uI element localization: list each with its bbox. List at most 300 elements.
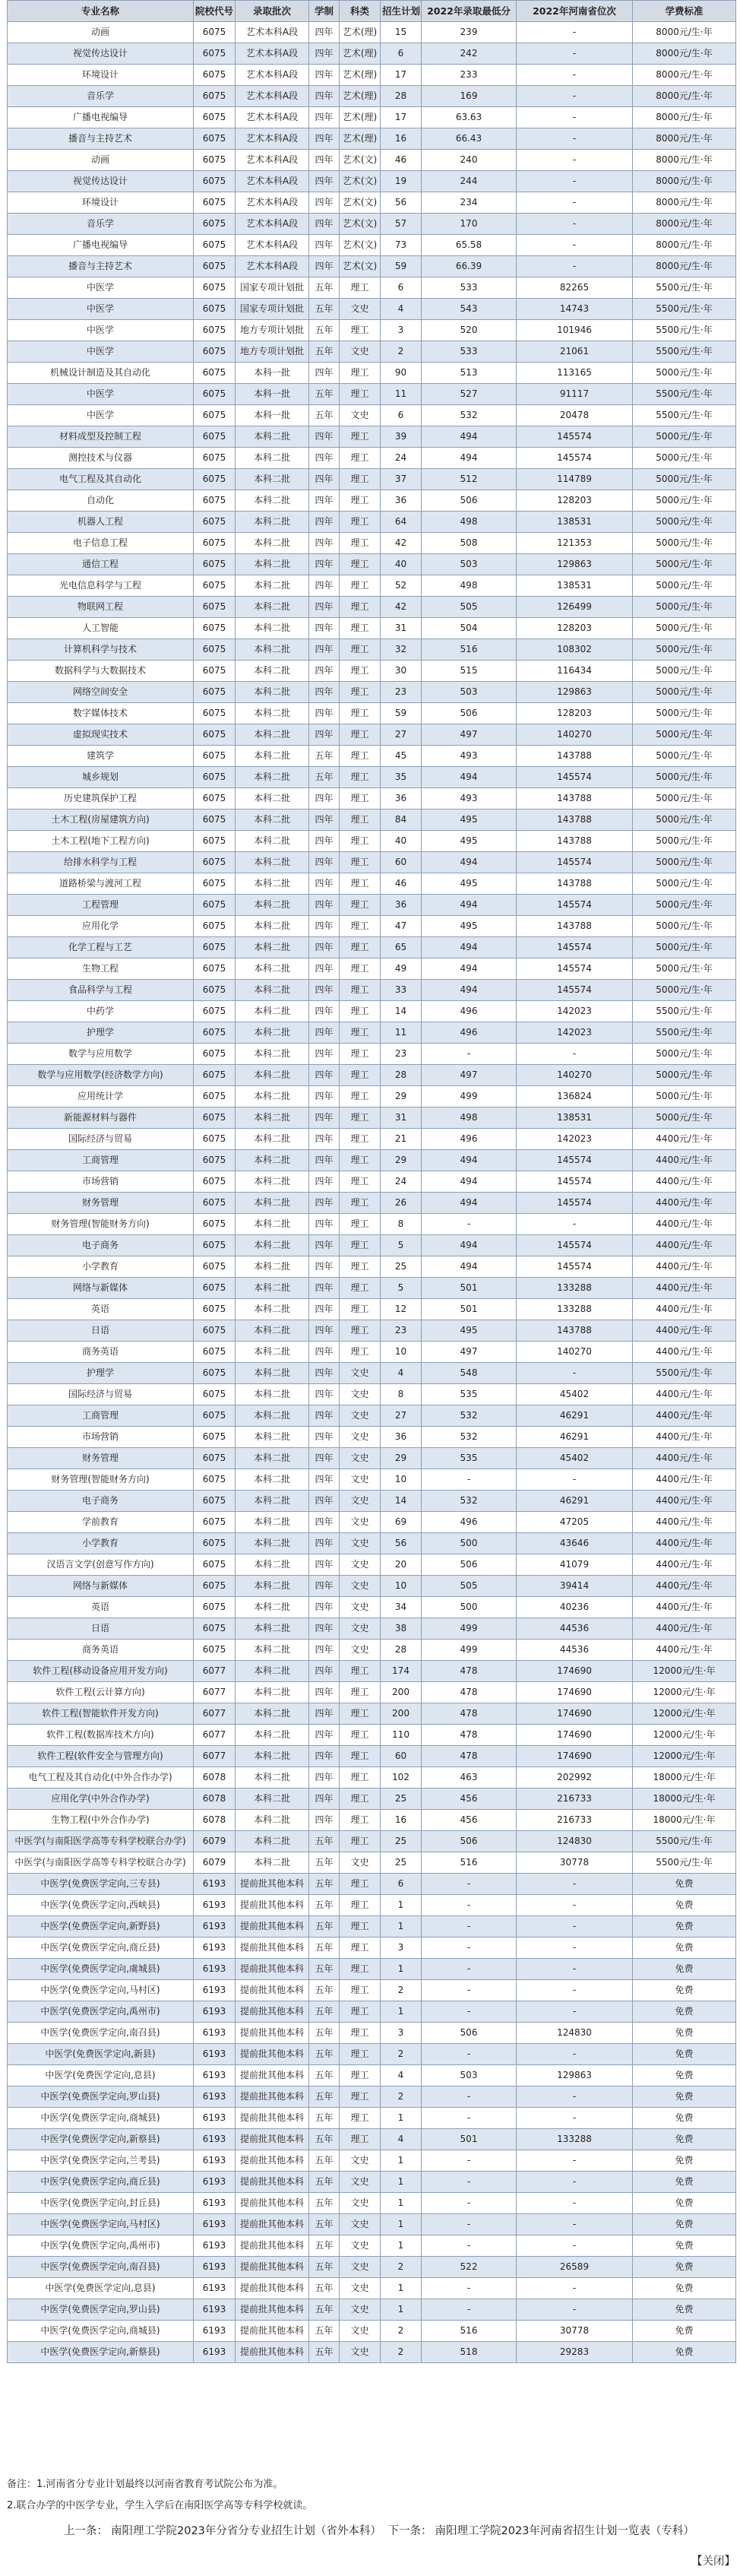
table-cell: 6075 <box>194 1299 236 1320</box>
table-cell: 本科二批 <box>236 1363 309 1384</box>
table-cell: 理工 <box>340 852 381 873</box>
table-cell: 理工 <box>340 2108 381 2129</box>
table-cell: 39414 <box>517 1576 633 1597</box>
table-cell: 145574 <box>517 895 633 916</box>
table-cell: 本科二批 <box>236 1044 309 1065</box>
table-cell: 494 <box>422 852 517 873</box>
table-cell: 6193 <box>194 2086 236 2108</box>
table-cell: 五年 <box>309 2150 340 2172</box>
table-cell: 29 <box>381 1086 422 1107</box>
table-cell: 四年 <box>309 1320 340 1342</box>
table-cell: 中医学(免费医学定向,息县) <box>8 2065 194 2086</box>
table-cell: 60 <box>381 1746 422 1767</box>
table-cell: 环境设计 <box>8 65 194 86</box>
table-cell: 506 <box>422 703 517 724</box>
table-cell: 理工 <box>340 958 381 980</box>
table-cell: 66.39 <box>422 256 517 277</box>
table-cell: 提前批其他本科 <box>236 2257 309 2278</box>
note-line-2: 2.联合办学的中医学专业，学生入学后在南阳医学高等专科学校就读。 <box>7 2500 313 2511</box>
table-cell: 本科二批 <box>236 618 309 639</box>
table-row <box>8 65 736 86</box>
table-cell: 493 <box>422 746 517 767</box>
table-cell: 14 <box>381 1491 422 1512</box>
table-cell: 本科二批 <box>236 533 309 554</box>
table-cell: 6075 <box>194 256 236 277</box>
note-line-1: 备注：1.河南省分专业计划最终以河南省教育考试院公布为准。 <box>7 2479 283 2490</box>
table-cell: 42 <box>381 597 422 618</box>
table-cell: 网络与新媒体 <box>8 1576 194 1597</box>
table-cell: 28 <box>381 1065 422 1086</box>
table-cell: 应用化学 <box>8 916 194 937</box>
table-cell: 计算机科学与技术 <box>8 639 194 661</box>
table-cell: 本科二批 <box>236 1193 309 1214</box>
table-cell: 5000元/生·年 <box>633 1107 736 1129</box>
table-cell: 42 <box>381 533 422 554</box>
table-cell: 69 <box>381 1512 422 1533</box>
table-row <box>8 235 736 256</box>
table-cell: 免费 <box>633 2044 736 2065</box>
table-cell: 6075 <box>194 128 236 150</box>
table-cell: 理工 <box>340 2044 381 2065</box>
table-cell: 理工 <box>340 1789 381 1810</box>
table-cell: 五年 <box>309 2001 340 2023</box>
table-cell: 五年 <box>309 1916 340 1938</box>
table-cell: 506 <box>422 1831 517 1852</box>
table-cell: 8 <box>381 1384 422 1405</box>
table-cell: 四年 <box>309 873 340 895</box>
table-cell: 6075 <box>194 1129 236 1150</box>
table-cell: 中药学 <box>8 1001 194 1022</box>
table-cell: 本科二批 <box>236 746 309 767</box>
table-cell: 145574 <box>517 958 633 980</box>
table-cell: 动画 <box>8 150 194 171</box>
table-cell: 64 <box>381 512 422 533</box>
table-row <box>8 788 736 810</box>
table-cell: 6075 <box>194 554 236 575</box>
table-cell: 108302 <box>517 639 633 661</box>
table-cell: 26589 <box>517 2257 633 2278</box>
table-cell: 理工 <box>340 1299 381 1320</box>
table-cell: 5000元/生·年 <box>633 1044 736 1065</box>
table-cell: 中医学(免费医学定向,西峡县) <box>8 1895 194 1916</box>
table-cell: 艺术(理) <box>340 22 381 43</box>
table-cell: 6075 <box>194 235 236 256</box>
table-cell: 四年 <box>309 724 340 746</box>
table-cell: 五年 <box>309 1831 340 1852</box>
table-cell: 汉语言文学(创意写作方向) <box>8 1554 194 1576</box>
table-cell: 中医学(免费医学定向,新野县) <box>8 1916 194 1938</box>
table-cell: 本科二批 <box>236 1320 309 1342</box>
table-cell: 6193 <box>194 2172 236 2193</box>
table-cell: 494 <box>422 426 517 448</box>
table-cell: 四年 <box>309 533 340 554</box>
table-cell: - <box>422 2150 517 2172</box>
close-button[interactable]: 【关闭】 <box>691 2555 735 2568</box>
table-cell: 艺术本科A段 <box>236 65 309 86</box>
table-cell: 本科二批 <box>236 1554 309 1576</box>
table-cell: 6077 <box>194 1661 236 1682</box>
table-cell: 中医学 <box>8 405 194 426</box>
table-cell: 8000元/生·年 <box>633 22 736 43</box>
table-cell: 37 <box>381 469 422 490</box>
table-cell: 30778 <box>517 2321 633 2342</box>
table-cell: 提前批其他本科 <box>236 1916 309 1938</box>
table-row <box>8 1214 736 1235</box>
table-cell: 6193 <box>194 1874 236 1895</box>
table-cell: 5000元/生·年 <box>633 937 736 958</box>
table-cell: 5000元/生·年 <box>633 916 736 937</box>
table-cell: 本科二批 <box>236 1427 309 1448</box>
table-cell: 532 <box>422 1491 517 1512</box>
column-header: 科类 <box>340 1 381 22</box>
table-cell: 本科二批 <box>236 1235 309 1256</box>
table-cell: 36 <box>381 490 422 512</box>
table-cell: 理工 <box>340 1022 381 1044</box>
table-cell: 本科二批 <box>236 1299 309 1320</box>
table-cell: 理工 <box>340 1342 381 1363</box>
table-cell: 18000元/生·年 <box>633 1810 736 1831</box>
table-row <box>8 192 736 214</box>
table-cell: 理工 <box>340 1256 381 1278</box>
table-cell: - <box>517 1959 633 1980</box>
table-cell: 6 <box>381 405 422 426</box>
table-cell: - <box>517 2193 633 2214</box>
table-cell: 理工 <box>340 682 381 703</box>
table-cell: 36 <box>381 1427 422 1448</box>
table-cell: 5 <box>381 1278 422 1299</box>
table-cell: - <box>422 2001 517 2023</box>
table-cell: 本科二批 <box>236 1725 309 1746</box>
table-row <box>8 363 736 384</box>
table-cell: 47205 <box>517 1512 633 1533</box>
table-cell: 动画 <box>8 22 194 43</box>
table-cell: 6193 <box>194 1895 236 1916</box>
next-article-link[interactable]: 南阳理工学院2023年河南省招生计划一览表（专科） <box>435 2525 694 2537</box>
table-row <box>8 1980 736 2001</box>
table-cell: 学前教育 <box>8 1512 194 1533</box>
table-cell: 43646 <box>517 1533 633 1554</box>
table-cell: 软件工程(云计算方向) <box>8 1682 194 1703</box>
table-cell: 12000元/生·年 <box>633 1661 736 1682</box>
table-cell: - <box>422 2214 517 2235</box>
table-cell: 6075 <box>194 1001 236 1022</box>
table-cell: 518 <box>422 2342 517 2363</box>
table-cell: 5500元/生·年 <box>633 277 736 299</box>
table-cell: 498 <box>422 575 517 597</box>
table-row <box>8 1618 736 1640</box>
table-cell: 6075 <box>194 895 236 916</box>
table-cell: 29 <box>381 1448 422 1469</box>
table-cell: 6075 <box>194 65 236 86</box>
table-cell: 5000元/生·年 <box>633 788 736 810</box>
table-cell: 本科二批 <box>236 958 309 980</box>
table-cell: 143788 <box>517 810 633 831</box>
table-cell: 本科一批 <box>236 405 309 426</box>
table-row <box>8 2299 736 2321</box>
table-cell: 113165 <box>517 363 633 384</box>
table-cell: 应用化学(中外合作办学) <box>8 1789 194 1810</box>
table-cell: 513 <box>422 363 517 384</box>
table-cell: 46 <box>381 150 422 171</box>
table-cell: 4400元/生·年 <box>633 1171 736 1193</box>
table-cell: 128203 <box>517 703 633 724</box>
table-cell: 6193 <box>194 2235 236 2257</box>
table-row <box>8 639 736 661</box>
table-cell: 20 <box>381 1554 422 1576</box>
table-cell: 理工 <box>340 575 381 597</box>
table-cell: 15 <box>381 22 422 43</box>
table-cell: 1 <box>381 1959 422 1980</box>
table-cell: - <box>422 2172 517 2193</box>
table-cell: - <box>517 1938 633 1959</box>
table-cell: 四年 <box>309 1171 340 1193</box>
table-cell: 艺术本科A段 <box>236 22 309 43</box>
table-cell: 8 <box>381 1214 422 1235</box>
table-cell: 6193 <box>194 2193 236 2214</box>
table-cell: 4400元/生·年 <box>633 1256 736 1278</box>
table-cell: 文史 <box>340 1618 381 1640</box>
table-row <box>8 2321 736 2342</box>
table-cell: 本科二批 <box>236 1342 309 1363</box>
table-cell: 艺术本科A段 <box>236 150 309 171</box>
table-cell: 本科二批 <box>236 426 309 448</box>
table-cell: 艺术本科A段 <box>236 235 309 256</box>
table-cell: 27 <box>381 724 422 746</box>
table-cell: 艺术(文) <box>340 150 381 171</box>
table-cell: 21061 <box>517 341 633 363</box>
table-row <box>8 1193 736 1214</box>
table-cell: 英语 <box>8 1299 194 1320</box>
table-cell: - <box>517 2299 633 2321</box>
table-cell: 四年 <box>309 192 340 214</box>
table-cell: 6075 <box>194 682 236 703</box>
table-cell: 免费 <box>633 2001 736 2023</box>
table-cell: 生物工程 <box>8 958 194 980</box>
table-cell: 免费 <box>633 2299 736 2321</box>
table-cell: 233 <box>422 65 517 86</box>
table-cell: 133288 <box>517 1299 633 1320</box>
table-cell: 8000元/生·年 <box>633 171 736 192</box>
table-cell: 494 <box>422 1171 517 1193</box>
table-cell: 145574 <box>517 1256 633 1278</box>
table-cell: 5000元/生·年 <box>633 490 736 512</box>
table-cell: 五年 <box>309 2086 340 2108</box>
table-cell: 本科二批 <box>236 810 309 831</box>
table-cell: 6075 <box>194 1384 236 1405</box>
table-cell: 535 <box>422 1384 517 1405</box>
table-cell: 四年 <box>309 575 340 597</box>
table-cell: 10 <box>381 1469 422 1491</box>
table-row <box>8 1022 736 1044</box>
table-cell: 6193 <box>194 2214 236 2235</box>
table-row <box>8 128 736 150</box>
table-cell: 本科二批 <box>236 980 309 1001</box>
table-cell: 理工 <box>340 1320 381 1342</box>
table-cell: 食品科学与工程 <box>8 980 194 1001</box>
table-cell: 免费 <box>633 2023 736 2044</box>
table-cell: 文史 <box>340 1491 381 1512</box>
table-cell: - <box>517 214 633 235</box>
table-cell: 495 <box>422 1320 517 1342</box>
table-row <box>8 426 736 448</box>
table-cell: 本科二批 <box>236 1001 309 1022</box>
table-cell: 四年 <box>309 1640 340 1661</box>
table-row <box>8 469 736 490</box>
table-cell: 免费 <box>633 2108 736 2129</box>
table-cell: 6075 <box>194 1256 236 1278</box>
table-cell: 11 <box>381 1022 422 1044</box>
table-row <box>8 2108 736 2129</box>
table-cell: 四年 <box>309 1278 340 1299</box>
table-cell: 艺术本科A段 <box>236 43 309 65</box>
table-cell: 理工 <box>340 363 381 384</box>
table-cell: 五年 <box>309 405 340 426</box>
table-cell: 本科二批 <box>236 724 309 746</box>
table-cell: 四年 <box>309 1129 340 1150</box>
table-cell: 四年 <box>309 1576 340 1597</box>
table-cell: 6075 <box>194 937 236 958</box>
table-cell: 环境设计 <box>8 192 194 214</box>
table-cell: 499 <box>422 1086 517 1107</box>
table-cell: 30 <box>381 661 422 682</box>
table-cell: 6193 <box>194 2278 236 2299</box>
table-cell: 网络空间安全 <box>8 682 194 703</box>
table-cell: 6075 <box>194 405 236 426</box>
table-cell: 文史 <box>340 1533 381 1554</box>
table-cell: 中医学(免费医学定向,商城县) <box>8 2108 194 2129</box>
table-cell: 5000元/生·年 <box>633 873 736 895</box>
table-cell: 四年 <box>309 1746 340 1767</box>
table-cell: 478 <box>422 1725 517 1746</box>
table-cell: 520 <box>422 320 517 341</box>
table-cell: 6075 <box>194 1597 236 1618</box>
table-cell: 143788 <box>517 746 633 767</box>
table-cell: 1 <box>381 2108 422 2129</box>
table-cell: 494 <box>422 448 517 469</box>
table-cell: 本科二批 <box>236 597 309 618</box>
table-cell: 四年 <box>309 1597 340 1618</box>
table-cell: 本科二批 <box>236 1533 309 1554</box>
table-cell: 本科二批 <box>236 916 309 937</box>
table-cell: 四年 <box>309 1725 340 1746</box>
table-cell: 6075 <box>194 1278 236 1299</box>
table-cell: 五年 <box>309 2044 340 2065</box>
table-cell: 四年 <box>309 1703 340 1725</box>
table-cell: 本科一批 <box>236 363 309 384</box>
table-cell: 533 <box>422 341 517 363</box>
prev-article-link[interactable]: 南阳理工学院2023年分省分专业招生计划（省外本科） <box>111 2525 381 2537</box>
table-cell: 理工 <box>340 1001 381 1022</box>
table-cell: 6193 <box>194 2129 236 2150</box>
table-cell: 土木工程(房屋建筑方向) <box>8 810 194 831</box>
table-cell: 543 <box>422 299 517 320</box>
table-row <box>8 852 736 873</box>
table-cell: 五年 <box>309 2342 340 2363</box>
table-cell: 6075 <box>194 1065 236 1086</box>
table-cell: 免费 <box>633 2342 736 2363</box>
table-cell: 免费 <box>633 1895 736 1916</box>
table-row <box>8 1469 736 1491</box>
table-cell: 文史 <box>340 1554 381 1576</box>
table-cell: 日语 <box>8 1618 194 1640</box>
table-cell: 499 <box>422 1618 517 1640</box>
table-cell: 145574 <box>517 448 633 469</box>
table-cell: 101946 <box>517 320 633 341</box>
table-cell: 29283 <box>517 2342 633 2363</box>
table-row <box>8 703 736 724</box>
table-cell: 理工 <box>340 2001 381 2023</box>
table-cell: 5500元/生·年 <box>633 1852 736 1874</box>
table-cell: 501 <box>422 1278 517 1299</box>
table-cell: 36 <box>381 788 422 810</box>
table-cell: 人工智能 <box>8 618 194 639</box>
table-cell: 本科二批 <box>236 1682 309 1703</box>
table-cell: 5000元/生·年 <box>633 724 736 746</box>
table-cell: 6075 <box>194 575 236 597</box>
table-cell: 理工 <box>340 384 381 405</box>
column-header: 院校代号 <box>194 1 236 22</box>
table-row <box>8 724 736 746</box>
table-cell: 49 <box>381 958 422 980</box>
table-cell: 文史 <box>340 341 381 363</box>
table-cell: 文史 <box>340 299 381 320</box>
table-cell: 496 <box>422 1512 517 1533</box>
table-cell: 8000元/生·年 <box>633 43 736 65</box>
table-cell: 提前批其他本科 <box>236 2214 309 2235</box>
table-cell: 中医学 <box>8 384 194 405</box>
table-row <box>8 1938 736 1959</box>
table-cell: 6075 <box>194 873 236 895</box>
table-cell: 512 <box>422 469 517 490</box>
table-cell: - <box>422 1214 517 1235</box>
table-cell: 4400元/生·年 <box>633 1597 736 1618</box>
table-cell: 65 <box>381 937 422 958</box>
table-cell: 免费 <box>633 2278 736 2299</box>
table-cell: 中医学(免费医学定向,息县) <box>8 2278 194 2299</box>
table-cell: 6075 <box>194 86 236 107</box>
table-row <box>8 405 736 426</box>
table-cell: 8000元/生·年 <box>633 214 736 235</box>
table-row <box>8 1320 736 1342</box>
table-cell: 建筑学 <box>8 746 194 767</box>
table-row <box>8 1554 736 1576</box>
table-cell: 216733 <box>517 1810 633 1831</box>
table-cell: 中医学(免费医学定向,新蔡县) <box>8 2129 194 2150</box>
table-cell: 本科二批 <box>236 1852 309 1874</box>
table-cell: - <box>517 235 633 256</box>
table-cell: 2 <box>381 2086 422 2108</box>
table-cell: 电气工程及其自动化 <box>8 469 194 490</box>
table-cell: 中医学 <box>8 320 194 341</box>
table-cell: 5000元/生·年 <box>633 703 736 724</box>
table-cell: 5500元/生·年 <box>633 1831 736 1852</box>
table-row <box>8 1491 736 1512</box>
table-cell: 140270 <box>517 724 633 746</box>
table-cell: 提前批其他本科 <box>236 2150 309 2172</box>
notes <box>7 2474 312 2517</box>
table-cell: 免费 <box>633 2321 736 2342</box>
table-cell: 6193 <box>194 2044 236 2065</box>
table-cell: 提前批其他本科 <box>236 2235 309 2257</box>
table-cell: 10 <box>381 1342 422 1363</box>
table-cell: 理工 <box>340 1171 381 1193</box>
table-cell: 23 <box>381 1320 422 1342</box>
table-cell: 6075 <box>194 980 236 1001</box>
table-cell: 小学教育 <box>8 1256 194 1278</box>
table-row <box>8 2235 736 2257</box>
table-cell: 数字媒体技术 <box>8 703 194 724</box>
table-cell: 商务英语 <box>8 1640 194 1661</box>
